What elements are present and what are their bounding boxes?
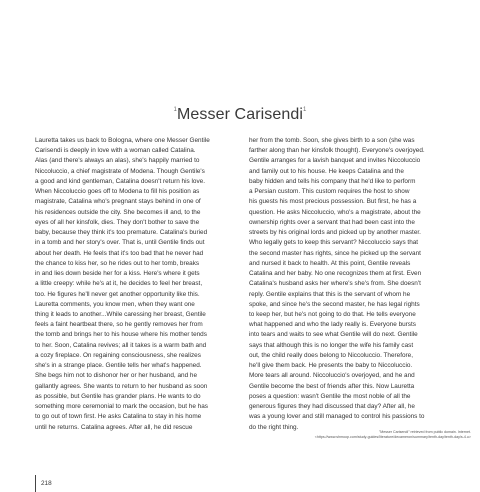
left-column-line: to her. Soon, Catalina revives; all it takes is a warm bath and — [35, 341, 207, 349]
left-column-line: a good and kind gentleman, Catalina doesn't return his love. — [35, 177, 205, 185]
left-column-line: his residences outside the city. She becomes ill and, to the — [35, 208, 201, 216]
left-column-line: gallantly agrees. She wants to return to her husband as soon — [35, 382, 208, 390]
right-column-line: question. He asks Niccoluccio, who's a magistrate, about the — [249, 208, 421, 216]
right-column-line: his guests his most precious possession. But first, he has a — [249, 198, 417, 206]
right-column-line: farther along than her kinsfolk thought). Everyone's overjoyed. — [249, 147, 425, 155]
left-column-line: magistrate, Catalina who's pregnant stays behind in one of — [35, 198, 201, 206]
footnote-line: <https://www.shmoop.com/study-guides/literature/decameron/summary/tenth-day/tenth-day/s-4.u> — [314, 435, 471, 439]
left-column-line: about her death. He feels that it's too bad that he never had — [35, 249, 204, 257]
right-column-line: Gentile arranges for a lavish banquet and invites Niccoluccio — [249, 157, 421, 165]
right-column-line: a Persian custom. This custom requires the host to show — [249, 188, 410, 196]
left-column-line: until he returns. Catalina agrees. After all, he did rescue — [35, 423, 193, 431]
left-column-line: too. He figures he'll never get another opportunity like this. — [35, 290, 200, 298]
left-column-line: in a tomb and her story's over. That is, until Gentile finds out — [35, 239, 205, 247]
right-column-line: and family out to his house. He keeps Catalina and the — [249, 167, 404, 175]
title-footnote-marker-left: 1 — [173, 107, 177, 113]
right-column-line: he'll give them back. He presents the baby to Niccoluccio. — [249, 362, 413, 370]
right-column-line: her from the tomb. Soon, she gives birth to a son (she was — [249, 137, 415, 144]
left-column-line: Carisendi is deeply in love with a woman called Catalina. — [35, 147, 196, 155]
right-column-line: Who legally gets to keep this servant? Niccoluccio says that — [249, 239, 419, 247]
left-column-line: a little creepy: while he's at it, he decides to feel her breast, — [35, 280, 203, 288]
left-column-line: the tomb and brings her to his house where his mother tends — [35, 331, 207, 339]
right-column-line: Catalina's husband asks her where's she's from. She doesn't — [249, 280, 421, 288]
right-column-line: reply. Gentile explains that this is the servant of whom he — [249, 290, 411, 298]
left-column-line: a cozy fireplace. On regaining consciousness, she realizes — [35, 351, 201, 359]
left-column-line: thing it leads to another...While caressing her breast, Gentile — [35, 310, 206, 318]
title-text: Messer Carisendi — [176, 106, 304, 123]
page-title — [0, 106, 480, 124]
page-number-rule — [35, 475, 36, 492]
right-column-line: says that although this is no longer the wife his family cast — [249, 341, 414, 349]
right-column-line: Catalina and her baby. No one recognizes them at first. Even — [249, 270, 422, 278]
left-column-line: eyes of all her kinsfolk, dies. They don't bother to save the — [35, 218, 200, 226]
right-column-line: generous figures they had discussed that day? After all, he — [249, 403, 415, 411]
right-column-line: into tears and waits to see what Gentile will do next. Gentile — [249, 331, 418, 339]
right-column-line: to keep her, but he's not going to do that. He tells everyone — [249, 310, 416, 318]
right-column-line: More tears all around. Niccoluccio's overjoyed, and he and — [249, 372, 415, 380]
left-column-line: She begs him not to dishonor her or her husband, and he — [35, 372, 198, 380]
footnote — [249, 430, 471, 440]
left-column-line: as possible, but Gentile has grander plans. He wants to do — [35, 392, 201, 400]
page-number: 218 — [41, 480, 52, 487]
left-column-line: the chance to kiss her, so he rides out to her tomb, breaks — [35, 259, 200, 267]
left-column-line: Lauretta takes us back to Bologna, where one Messer Gentile — [35, 137, 210, 144]
left-column-line: something more ceremonial to mark the occasion, but he has — [35, 403, 208, 411]
title-footnote-marker: 1 — [303, 107, 307, 113]
right-column — [249, 136, 477, 433]
left-column-line: When Niccoluccio goes off to Modena to fill his position as — [35, 188, 200, 196]
right-column-line: Gentile become the best of friends after this. Now Lauretta — [249, 382, 415, 390]
left-column-line: Alas (and there's always an alas), she's happily married to — [35, 157, 200, 165]
right-column-line: do the right thing. — [249, 423, 299, 431]
right-column-line: baby hidden and tells his company that he'd like to perform — [249, 177, 416, 185]
right-column-line: spoke, and since he's the second master, he has legal rights — [249, 300, 420, 308]
right-column-line: out, the child really does belong to Niccoluccio. Therefore, — [249, 351, 414, 359]
right-column-line: was a young lover and still managed to control his passions to — [249, 413, 425, 421]
left-column-line: in and lies down beside her for a kiss. Here's where it gets — [35, 270, 200, 278]
left-column-line: Lauretta comments, you know men, when they want one — [35, 300, 195, 308]
left-column-line: feels a faint heartbeat there, so he gently removes her from — [35, 321, 203, 329]
right-column-line: the second master has rights, since he picked up the servant — [249, 249, 421, 257]
left-column-line: baby, because they think it's too premature. Catalina's buried — [35, 229, 208, 237]
left-column-line: to go out of town first. He asks Catalina to stay in his home — [35, 413, 202, 421]
right-column-line: poses a question: wasn't Gentile the most noble of all the — [249, 392, 411, 400]
right-column-line: streets by his original lords and picked up by another master. — [249, 229, 421, 237]
right-column-line: ownership rights over a servant that had been cast into the — [249, 218, 415, 226]
left-column-line: Niccoluccio, a chief magistrate of Modena. Though Gentile's — [35, 167, 205, 175]
footnote-line: "Messer Carisendi" retrieved from public domain. Internet. — [378, 430, 471, 434]
right-column-line: and nursed it back to health. At this point, Gentile reveals — [249, 259, 411, 267]
left-column — [35, 136, 263, 433]
right-column-line: what happened and who the lady really is. Everyone bursts — [249, 321, 416, 329]
left-column-line: she's in a strange place. Gentile tells her what's happened. — [35, 362, 202, 370]
